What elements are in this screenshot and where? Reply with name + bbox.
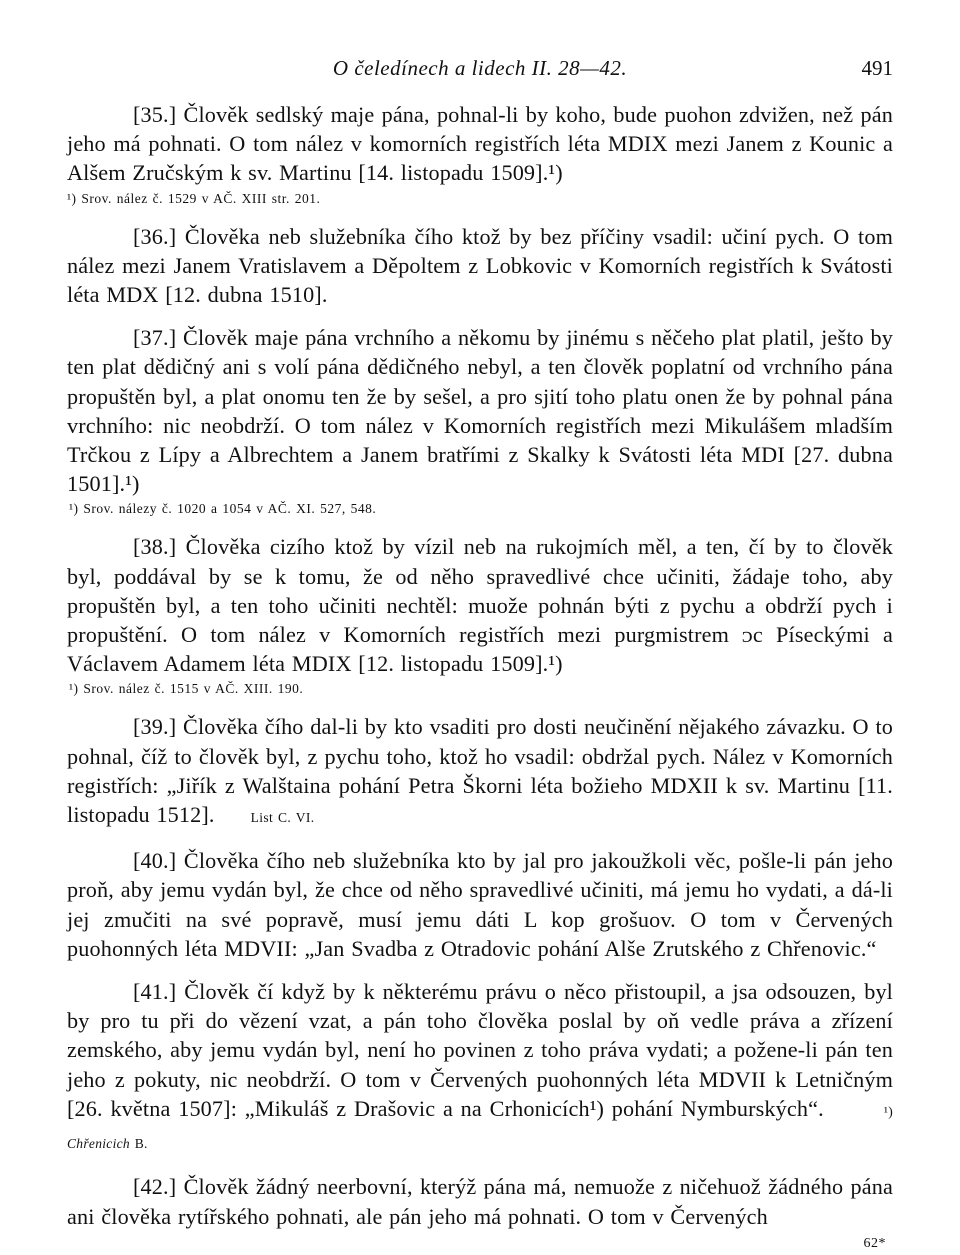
article-42 [67,1172,893,1230]
article-41-text: [41.] Člověk čí když by k některému právu o něco přistoupil, a jsa odsouzen, byl by pro tu při do vězení vzat, a pán toho člověka poslal by oň vedle práva a zřízení zemského, aby jemu vydán byl, není ho povinen z toho práva vydati; a požene-li pán ten jeho z pokuty, nic neobdrží. O tom v Červených puohonných léta MDVII k Letničným [26. května 1507]: „Mikuláš z Drašovic a na Crhonicích¹) pohání Nymburských“. [67,979,893,1121]
article-40-text: [40.] Člověka čího neb služebníka kto by jal pro jakoužkoli věc, pošle-li pán jeho proň, aby jemu vydán byl, že chce od něho spravedlivé učiniti, má jemu ho vydati, a dá-li jej zmučiti na své popravě, musí jemu dáti L kop grošuov. O tom v Červených puohonných léta MDVII: „Jan Svadba z Otradovic pohání Alše Zrutského z Chřenovic.“ [67,848,893,961]
article-35 [67,100,893,208]
article-39 [67,712,893,832]
page-body [67,56,893,1251]
article-41-footnote-suffix: B. [134,1136,148,1152]
article-41 [67,977,893,1158]
article-41-footnote-mark: ¹) [883,1103,893,1119]
article-text [67,100,893,1231]
article-42-text: [42.] Člověk žádný neerbovní, kterýž pána má, nemuože z ničehuož žádného pána ani člověka rytířského pohnati, ale pán jeho má pohnati. O tom v Červených [67,1174,893,1229]
page-number: 491 [861,56,893,80]
article-41-paragraph [67,977,893,1158]
running-title: O čeledínech a lidech II. 28—42. [332,56,628,80]
article-36-text: [36.] Člověka neb služebníka čího ktož by bez příčiny vsadil: učiní pych. O tom nález mezi Janem Vratislavem a Děpoltem z Lobkovic v Komorních registřích k Svátosti léta MDX [12. dubna 1510]. [67,223,893,308]
article-37-footnote: ¹) Srov. nálezy č. 1020 a 1054 v AČ. XI. 527, 548. [69,501,377,517]
signature-mark: 62* [863,1236,886,1251]
article-39-text: [39.] Člověka čího dal-li by kto vsaditi pro dosti neučinění nějakého závazku. O to pohnal, číž to člověk byl, z pychu toho, ktož ho vsadil: obdržal pych. Nález v Komorních registřích: „Jiřík z Walštaina pohání Petra Škorni léta božieho MDXII k sv. Martinu [11. listopadu 1512]. [67,714,893,828]
page-header [67,56,893,92]
article-38-footnote: ¹) Srov. nález č. 1515 v AČ. XIII. 190. [69,681,304,697]
article-36 [67,222,893,310]
article-38 [67,532,893,698]
article-38-text: [38.] Člověka cizího ktož by vízil neb na rukojmích měl, a ten, čí by to člověk byl, poddával by se k tomu, že od něho spravedlivé chce učiniti, žádaje toho, aby propuštěn byl, a ten toho učiniti nechtěl: muože pohnán býti z pychu a obdrží pych i propuštění. O tom nález v Komorních registřích mezi purgmistrem ᴐc Píseckými a Václavem Adamem léta MDIX [12. listopadu 1509].¹) [67,534,893,677]
article-35-footnote: ¹) Srov. nález č. 1529 v AČ. XIII str. 201. [67,190,321,206]
article-35-text: [35.] Člověk sedlský maje pána, pohnal-li by koho, bude puohon zdvižen, než pán jeho má pohnati. O tom nález v komorních registřích léta MDIX mezi Janem z Kounic a Alšem Zručským k sv. Martinu [14. listopadu 1509].¹) [67,102,893,186]
article-40 [67,846,893,963]
article-39-inline-note: List C. VI. [250,810,315,826]
article-37 [67,323,893,518]
article-41-footnote-text: Chřenicich [67,1136,130,1152]
article-37-text: [37.] Člověk maje pána vrchního a někomu by jinému s něčeho plat platil, ješto by ten plat dědičný ani s volí pána dědičného nebyl, a ten člověk poplatní od vrchního pána propuštěn byl, a plat onomu ten že by sešel, a pro sjití toho platu onen že by pohnal pána vrchního: nic neobdrží. O tom nález v Komorních registřích mezi Mikulášem mladším Trčkou z Lípy a Albrechtem a Janem bratřími z Skalky k Svátosti léta MDI [27. dubna 1501].¹) [67,325,893,497]
article-39-paragraph [67,712,893,832]
